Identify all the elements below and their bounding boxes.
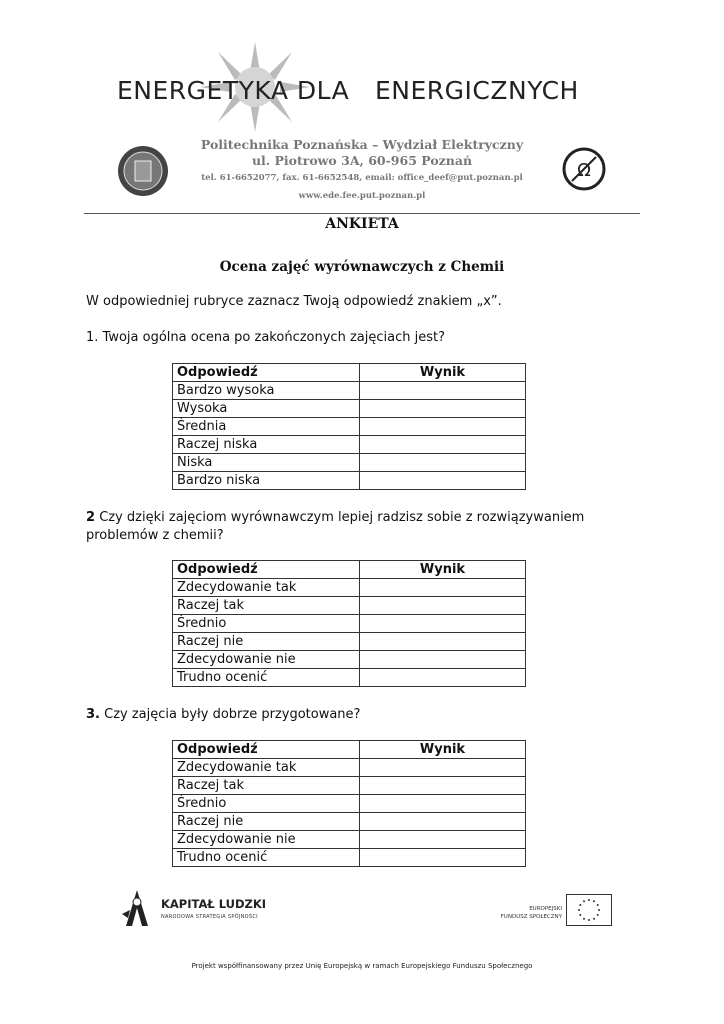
faculty-seal-icon <box>560 147 608 191</box>
result-cell[interactable] <box>360 777 526 795</box>
brand-title-left: ENERGETYKA DLA <box>117 76 350 105</box>
option-label: Zdecydowanie tak <box>173 759 360 777</box>
page-title: ANKIETA <box>325 216 399 232</box>
question-2-text: Czy dzięki zajęciom wyrównawczym lepiej radzisz sobie z rozwiązywaniem problemów z chemii? <box>86 510 585 543</box>
result-cell[interactable] <box>360 454 526 472</box>
page-subtitle: Ocena zajęć wyrównawczych z Chemii <box>219 259 505 275</box>
institution-address: ul. Piotrowo 3A, 60-965 Poznań <box>251 153 473 168</box>
table-header-row <box>173 741 526 759</box>
result-cell[interactable] <box>360 615 526 633</box>
kapital-ludzki-title: KAPITAŁ LUDZKI <box>161 897 267 911</box>
option-label: Raczej nie <box>173 633 360 651</box>
option-label: Raczej tak <box>173 597 360 615</box>
column-answer: Odpowiedź <box>173 741 360 759</box>
question-3 <box>86 707 360 722</box>
option-label: Średnia <box>173 418 360 436</box>
answer-table-3 <box>172 740 526 867</box>
institution-name: Politechnika Poznańska – Wydział Elektryczny <box>200 137 524 152</box>
question-1 <box>86 330 445 345</box>
result-cell[interactable] <box>360 472 526 490</box>
option-label: Zdecydowanie tak <box>173 579 360 597</box>
table-row <box>173 795 526 813</box>
result-cell[interactable] <box>360 382 526 400</box>
svg-text:Ω: Ω <box>577 160 591 181</box>
question-1-text: Twoja ogólna ocena po zakończonych zajęciach jest? <box>102 330 445 345</box>
option-label: Niska <box>173 454 360 472</box>
option-label: Średnio <box>173 615 360 633</box>
table-row <box>173 633 526 651</box>
table-row <box>173 418 526 436</box>
column-result: Wynik <box>360 364 526 382</box>
table-row <box>173 831 526 849</box>
question-2-number: 2 <box>86 510 96 525</box>
table-row <box>173 579 526 597</box>
option-label: Zdecydowanie nie <box>173 831 360 849</box>
header-divider <box>84 213 640 214</box>
kapital-ludzki-logo-icon <box>120 888 154 926</box>
column-result: Wynik <box>360 741 526 759</box>
table-row <box>173 759 526 777</box>
result-cell[interactable] <box>360 795 526 813</box>
option-label: Raczej nie <box>173 813 360 831</box>
table-row <box>173 651 526 669</box>
answer-table-1 <box>172 363 526 490</box>
option-label: Bardzo niska <box>173 472 360 490</box>
table-row <box>173 472 526 490</box>
result-cell[interactable] <box>360 831 526 849</box>
result-cell[interactable] <box>360 849 526 867</box>
result-cell[interactable] <box>360 669 526 687</box>
eu-fund-line-2: FUNDUSZ SPOŁECZNY <box>500 914 562 920</box>
brand-title-right: ENERGICZNYCH <box>375 76 579 105</box>
funding-note: Projekt współfinansowany przez Unię Europejską w ramach Europejskiego Funduszu Społecznego <box>191 962 533 970</box>
result-cell[interactable] <box>360 418 526 436</box>
column-answer: Odpowiedź <box>173 364 360 382</box>
eu-fund-line-1: EUROPEJSKI <box>529 906 562 912</box>
kapital-ludzki-subtitle: NARODOWA STRATEGIA SPÓJNOŚCI <box>161 914 258 920</box>
table-row <box>173 436 526 454</box>
instruction-text: W odpowiedniej rubryce zaznacz Twoją odpowiedź znakiem „x”. <box>86 294 502 309</box>
column-answer: Odpowiedź <box>173 561 360 579</box>
table-row <box>173 615 526 633</box>
institution-website[interactable]: www.ede.fee.put.poznan.pl <box>298 191 426 201</box>
eu-fund-label <box>490 905 562 921</box>
option-label: Raczej niska <box>173 436 360 454</box>
institution-contact: tel. 61-6652077, fax. 61-6652548, email: office_deef@put.poznan.pl <box>201 173 523 183</box>
option-label: Bardzo wysoka <box>173 382 360 400</box>
result-cell[interactable] <box>360 436 526 454</box>
result-cell[interactable] <box>360 400 526 418</box>
result-cell[interactable] <box>360 633 526 651</box>
result-cell[interactable] <box>360 597 526 615</box>
result-cell[interactable] <box>360 759 526 777</box>
column-result: Wynik <box>360 561 526 579</box>
option-label: Zdecydowanie nie <box>173 651 360 669</box>
option-label: Raczej tak <box>173 777 360 795</box>
eu-flag-icon <box>566 894 612 926</box>
result-cell[interactable] <box>360 813 526 831</box>
table-row <box>173 454 526 472</box>
option-label: Średnio <box>173 795 360 813</box>
answer-table-2 <box>172 560 526 687</box>
question-3-text: Czy zajęcia były dobrze przygotowane? <box>104 707 361 722</box>
option-label: Wysoka <box>173 400 360 418</box>
option-label: Trudno ocenić <box>173 669 360 687</box>
table-row <box>173 382 526 400</box>
question-2 <box>86 509 646 545</box>
table-row <box>173 849 526 867</box>
table-header-row <box>173 561 526 579</box>
result-cell[interactable] <box>360 579 526 597</box>
option-label: Trudno ocenić <box>173 849 360 867</box>
table-row <box>173 813 526 831</box>
question-1-number: 1. <box>86 330 99 345</box>
result-cell[interactable] <box>360 651 526 669</box>
table-row <box>173 597 526 615</box>
question-3-number: 3. <box>86 707 100 722</box>
table-row <box>173 777 526 795</box>
table-row <box>173 669 526 687</box>
table-header-row <box>173 364 526 382</box>
table-row <box>173 400 526 418</box>
